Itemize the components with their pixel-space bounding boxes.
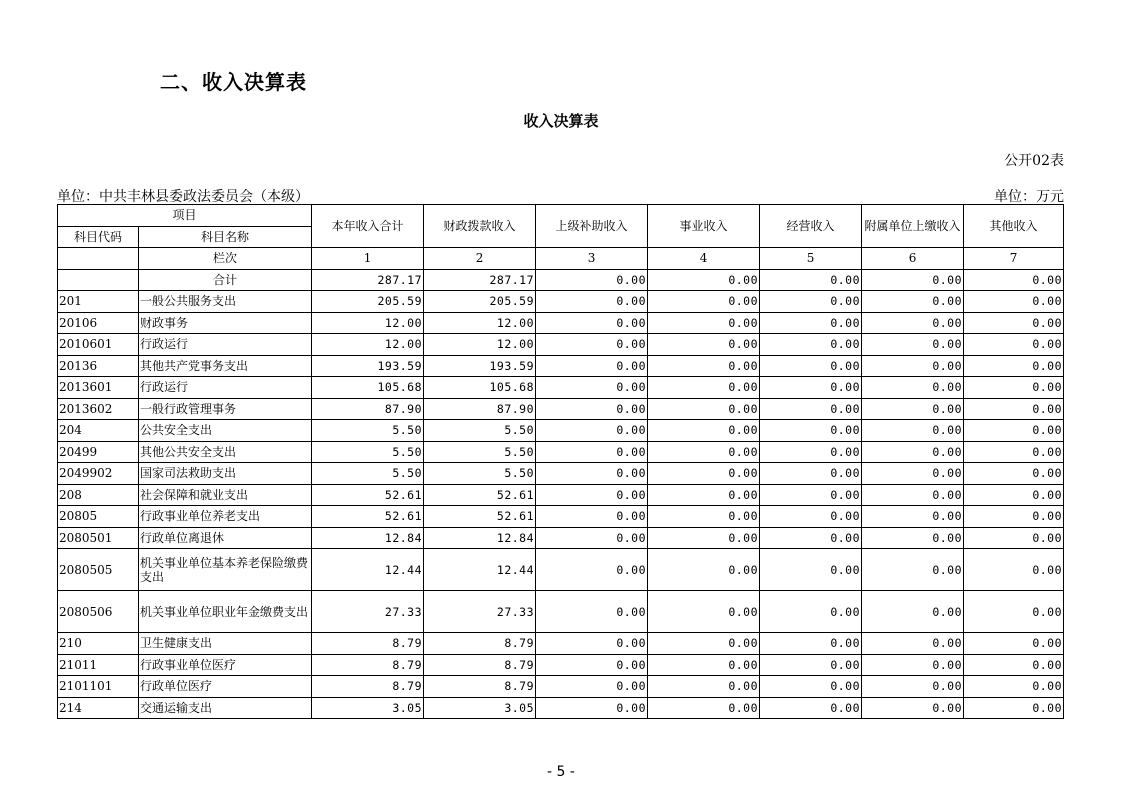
value-cell: 0.00	[862, 697, 964, 719]
subject-name: 行政单位医疗	[139, 676, 312, 698]
header-col-6: 附属单位上缴收入	[862, 205, 964, 248]
value-cell: 0.00	[760, 527, 862, 549]
total-value: 287.17	[424, 269, 536, 291]
subject-code: 2013602	[58, 398, 139, 420]
empty-cell	[58, 248, 139, 270]
value-cell: 193.59	[312, 355, 424, 377]
value-cell: 3.05	[312, 697, 424, 719]
header-col-1: 本年收入合计	[312, 205, 424, 248]
value-cell: 0.00	[648, 697, 760, 719]
value-cell: 8.79	[312, 654, 424, 676]
table-row	[58, 506, 1064, 528]
subject-name: 行政单位离退休	[139, 527, 312, 549]
table-row	[58, 697, 1064, 719]
value-cell: 0.00	[862, 527, 964, 549]
header-col-2: 财政拨款收入	[424, 205, 536, 248]
value-cell: 0.00	[648, 591, 760, 633]
value-cell: 0.00	[536, 676, 648, 698]
subject-name: 财政事务	[139, 312, 312, 334]
empty-cell	[58, 269, 139, 291]
value-cell: 52.61	[312, 506, 424, 528]
value-cell: 52.61	[424, 484, 536, 506]
col-number: 2	[424, 248, 536, 270]
value-cell: 0.00	[760, 676, 862, 698]
value-cell: 0.00	[648, 334, 760, 356]
value-cell: 0.00	[760, 463, 862, 485]
subject-name: 行政运行	[139, 377, 312, 399]
table-row	[58, 441, 1064, 463]
value-cell: 5.50	[312, 420, 424, 442]
value-cell: 205.59	[312, 291, 424, 313]
value-cell: 0.00	[964, 484, 1064, 506]
value-cell: 0.00	[964, 506, 1064, 528]
value-cell: 52.61	[312, 484, 424, 506]
subject-code: 201	[58, 291, 139, 313]
table-row	[58, 591, 1064, 633]
currency-unit: 单位：万元	[994, 189, 1064, 205]
value-cell: 0.00	[862, 484, 964, 506]
value-cell: 0.00	[536, 441, 648, 463]
col-number: 4	[648, 248, 760, 270]
value-cell: 8.79	[312, 676, 424, 698]
value-cell: 0.00	[862, 291, 964, 313]
value-cell: 12.00	[312, 312, 424, 334]
subject-name: 一般公共服务支出	[139, 291, 312, 313]
col-number: 3	[536, 248, 648, 270]
value-cell: 5.50	[312, 463, 424, 485]
col-number: 1	[312, 248, 424, 270]
value-cell: 0.00	[760, 312, 862, 334]
value-cell: 0.00	[862, 463, 964, 485]
value-cell: 12.84	[312, 527, 424, 549]
subject-name: 公共安全支出	[139, 420, 312, 442]
table-row	[58, 654, 1064, 676]
value-cell: 0.00	[536, 398, 648, 420]
total-label: 合计	[139, 269, 312, 291]
subject-code: 20805	[58, 506, 139, 528]
value-cell: 0.00	[648, 463, 760, 485]
value-cell: 0.00	[760, 549, 862, 591]
header-item: 项目	[58, 205, 312, 227]
value-cell: 0.00	[760, 697, 862, 719]
subject-code: 20106	[58, 312, 139, 334]
value-cell: 0.00	[648, 312, 760, 334]
subject-code: 2101101	[58, 676, 139, 698]
value-cell: 0.00	[648, 398, 760, 420]
total-value: 0.00	[648, 269, 760, 291]
value-cell: 0.00	[964, 398, 1064, 420]
value-cell: 0.00	[862, 549, 964, 591]
value-cell: 0.00	[648, 633, 760, 655]
section-title: 二、收入决算表	[160, 70, 307, 94]
value-cell: 0.00	[862, 334, 964, 356]
value-cell: 87.90	[312, 398, 424, 420]
value-cell: 0.00	[964, 654, 1064, 676]
value-cell: 5.50	[424, 441, 536, 463]
header-col-7: 其他收入	[964, 205, 1064, 248]
value-cell: 5.50	[424, 463, 536, 485]
subject-code: 204	[58, 420, 139, 442]
subject-name: 其他公共安全支出	[139, 441, 312, 463]
value-cell: 0.00	[862, 377, 964, 399]
table-body	[58, 291, 1064, 719]
value-cell: 0.00	[964, 463, 1064, 485]
table-title: 收入决算表	[523, 112, 599, 130]
value-cell: 0.00	[862, 591, 964, 633]
value-cell: 0.00	[862, 676, 964, 698]
value-cell: 105.68	[312, 377, 424, 399]
subject-code: 2049902	[58, 463, 139, 485]
table-row	[58, 334, 1064, 356]
value-cell: 0.00	[862, 506, 964, 528]
value-cell: 12.00	[312, 334, 424, 356]
value-cell: 12.00	[424, 312, 536, 334]
value-cell: 0.00	[536, 549, 648, 591]
table-row	[58, 420, 1064, 442]
value-cell: 27.33	[424, 591, 536, 633]
value-cell: 0.00	[536, 377, 648, 399]
value-cell: 12.44	[312, 549, 424, 591]
income-table	[57, 204, 1064, 719]
subject-code: 2010601	[58, 334, 139, 356]
total-value: 287.17	[312, 269, 424, 291]
value-cell: 0.00	[536, 484, 648, 506]
value-cell: 0.00	[536, 654, 648, 676]
value-cell: 0.00	[760, 484, 862, 506]
subject-name: 行政事业单位医疗	[139, 654, 312, 676]
column-number-row	[58, 248, 1064, 270]
value-cell: 0.00	[760, 633, 862, 655]
form-code: 公开02表	[1004, 153, 1064, 169]
value-cell: 12.84	[424, 527, 536, 549]
header-name: 科目名称	[139, 226, 312, 248]
value-cell: 0.00	[648, 654, 760, 676]
value-cell: 0.00	[536, 697, 648, 719]
value-cell: 0.00	[760, 377, 862, 399]
table-row	[58, 377, 1064, 399]
table-row	[58, 398, 1064, 420]
subject-name: 交通运输支出	[139, 697, 312, 719]
value-cell: 0.00	[862, 420, 964, 442]
value-cell: 0.00	[964, 676, 1064, 698]
value-cell: 0.00	[648, 506, 760, 528]
value-cell: 0.00	[964, 591, 1064, 633]
header-code: 科目代码	[58, 226, 139, 248]
table-row	[58, 312, 1064, 334]
value-cell: 12.44	[424, 549, 536, 591]
value-cell: 0.00	[862, 355, 964, 377]
value-cell: 0.00	[648, 377, 760, 399]
value-cell: 0.00	[648, 676, 760, 698]
header-col-4: 事业收入	[648, 205, 760, 248]
subject-code: 2080501	[58, 527, 139, 549]
value-cell: 0.00	[648, 291, 760, 313]
total-row	[58, 269, 1064, 291]
value-cell: 52.61	[424, 506, 536, 528]
subject-name: 一般行政管理事务	[139, 398, 312, 420]
value-cell: 0.00	[964, 549, 1064, 591]
value-cell: 0.00	[536, 355, 648, 377]
value-cell: 0.00	[862, 633, 964, 655]
value-cell: 0.00	[964, 633, 1064, 655]
value-cell: 105.68	[424, 377, 536, 399]
subject-name: 国家司法救助支出	[139, 463, 312, 485]
table-row	[58, 484, 1064, 506]
table-row	[58, 633, 1064, 655]
header-col-3: 上级补助收入	[536, 205, 648, 248]
value-cell: 0.00	[760, 291, 862, 313]
value-cell: 0.00	[862, 654, 964, 676]
table-row	[58, 549, 1064, 591]
value-cell: 87.90	[424, 398, 536, 420]
value-cell: 0.00	[964, 312, 1064, 334]
reporting-unit: 单位：中共丰林县委政法委员会（本级）	[57, 189, 309, 205]
subject-name: 行政事业单位养老支出	[139, 506, 312, 528]
value-cell: 0.00	[536, 591, 648, 633]
value-cell: 5.50	[312, 441, 424, 463]
value-cell: 0.00	[760, 398, 862, 420]
value-cell: 0.00	[862, 398, 964, 420]
value-cell: 0.00	[536, 506, 648, 528]
header-col-5: 经营收入	[760, 205, 862, 248]
value-cell: 0.00	[536, 291, 648, 313]
total-value: 0.00	[862, 269, 964, 291]
value-cell: 0.00	[964, 334, 1064, 356]
value-cell: 0.00	[760, 506, 862, 528]
value-cell: 0.00	[760, 334, 862, 356]
col-number: 6	[862, 248, 964, 270]
value-cell: 27.33	[312, 591, 424, 633]
header-row-1	[58, 205, 1064, 227]
value-cell: 0.00	[964, 355, 1064, 377]
value-cell: 0.00	[862, 441, 964, 463]
value-cell: 8.79	[424, 676, 536, 698]
subject-name: 社会保障和就业支出	[139, 484, 312, 506]
subject-code: 2080505	[58, 549, 139, 591]
value-cell: 0.00	[964, 377, 1064, 399]
value-cell: 8.79	[424, 633, 536, 655]
subject-code: 208	[58, 484, 139, 506]
value-cell: 0.00	[536, 312, 648, 334]
value-cell: 0.00	[536, 463, 648, 485]
value-cell: 0.00	[648, 420, 760, 442]
value-cell: 5.50	[424, 420, 536, 442]
value-cell: 0.00	[536, 527, 648, 549]
subject-name: 行政运行	[139, 334, 312, 356]
value-cell: 0.00	[760, 654, 862, 676]
value-cell: 0.00	[648, 527, 760, 549]
value-cell: 0.00	[964, 441, 1064, 463]
total-value: 0.00	[964, 269, 1064, 291]
value-cell: 0.00	[536, 334, 648, 356]
value-cell: 193.59	[424, 355, 536, 377]
subject-name: 其他共产党事务支出	[139, 355, 312, 377]
value-cell: 0.00	[760, 420, 862, 442]
value-cell: 0.00	[648, 484, 760, 506]
value-cell: 3.05	[424, 697, 536, 719]
value-cell: 0.00	[536, 633, 648, 655]
subject-code: 21011	[58, 654, 139, 676]
subject-code: 210	[58, 633, 139, 655]
col-number: 7	[964, 248, 1064, 270]
value-cell: 0.00	[648, 549, 760, 591]
table-row	[58, 463, 1064, 485]
value-cell: 0.00	[760, 441, 862, 463]
row-label: 栏次	[139, 248, 312, 270]
subject-code: 214	[58, 697, 139, 719]
subject-code: 20136	[58, 355, 139, 377]
value-cell: 0.00	[536, 420, 648, 442]
subject-name: 机关事业单位基本养老保险缴费支出	[139, 549, 312, 591]
col-number: 5	[760, 248, 862, 270]
value-cell: 0.00	[964, 697, 1064, 719]
value-cell: 12.00	[424, 334, 536, 356]
value-cell: 205.59	[424, 291, 536, 313]
subject-name: 卫生健康支出	[139, 633, 312, 655]
value-cell: 0.00	[964, 291, 1064, 313]
table-row	[58, 527, 1064, 549]
table-row	[58, 291, 1064, 313]
value-cell: 8.79	[312, 633, 424, 655]
table-row	[58, 355, 1064, 377]
value-cell: 0.00	[760, 355, 862, 377]
value-cell: 0.00	[964, 420, 1064, 442]
value-cell: 0.00	[648, 441, 760, 463]
value-cell: 0.00	[648, 355, 760, 377]
value-cell: 0.00	[760, 591, 862, 633]
subject-code: 2080506	[58, 591, 139, 633]
page-number: - 5 -	[547, 764, 575, 780]
value-cell: 0.00	[964, 527, 1064, 549]
total-value: 0.00	[536, 269, 648, 291]
table-row	[58, 676, 1064, 698]
value-cell: 8.79	[424, 654, 536, 676]
subject-code: 2013601	[58, 377, 139, 399]
value-cell: 0.00	[862, 312, 964, 334]
subject-name: 机关事业单位职业年金缴费支出	[139, 591, 312, 633]
subject-code: 20499	[58, 441, 139, 463]
total-value: 0.00	[760, 269, 862, 291]
